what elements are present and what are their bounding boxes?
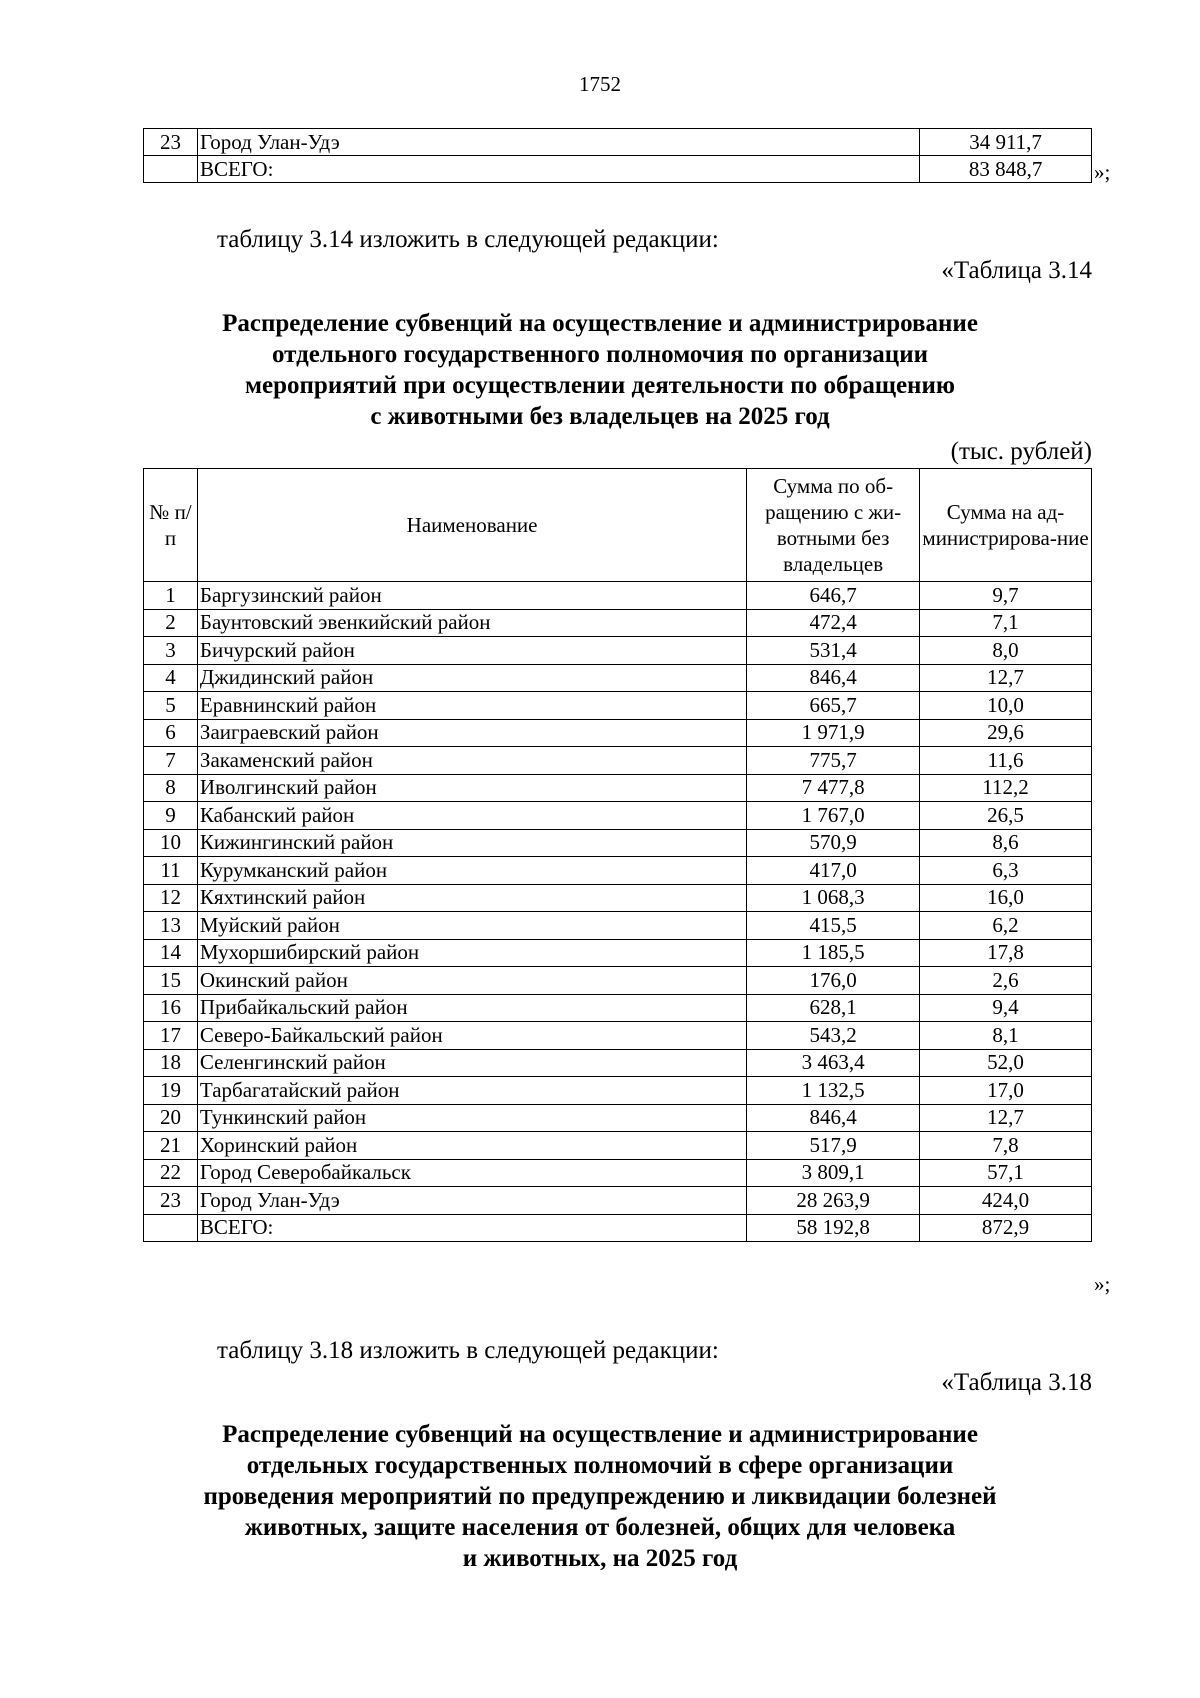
table-title: [0, 1419, 1200, 1574]
row-sum-animals: 472,4: [747, 609, 920, 637]
table-row: [144, 1104, 1092, 1132]
table-row: [144, 664, 1092, 692]
row-number: 23: [144, 1187, 198, 1215]
row-name: Тарбагатайский район: [197, 1077, 746, 1105]
row-sum-animals: 28 263,9: [747, 1187, 920, 1215]
title-line: отдельных государственных полномочий в сфере организации: [246, 1452, 954, 1479]
header-sum-animals: Сумма по об-ращению с жи-вотными без владельцев: [747, 469, 920, 582]
row-sum-animals: 846,4: [747, 664, 920, 692]
row-number: 14: [144, 939, 198, 967]
row-sum-admin: 424,0: [920, 1187, 1092, 1215]
row-number: 21: [144, 1132, 198, 1160]
row-name: Закаменский район: [197, 747, 746, 775]
table-row: [144, 609, 1092, 637]
row-name: Баргузинский район: [197, 582, 746, 610]
row-sum-animals: 646,7: [747, 582, 920, 610]
row-sum-admin: 8,0: [920, 637, 1092, 665]
row-sum-admin: 12,7: [920, 664, 1092, 692]
row-number: 10: [144, 829, 198, 857]
title-line: отдельного государственного полномочия по организации: [271, 341, 929, 368]
row-sum-animals: 775,7: [747, 747, 920, 775]
table-row: [144, 1077, 1092, 1105]
row-number: 1: [144, 582, 198, 610]
row-sum-admin: 7,8: [920, 1132, 1092, 1160]
previous-table-continuation: [143, 128, 1092, 183]
row-name: Курумканский район: [197, 857, 746, 885]
table-row: [144, 637, 1092, 665]
row-name: ВСЕГО:: [197, 1214, 746, 1242]
row-name: ВСЕГО:: [197, 156, 919, 183]
row-sum-admin: 112,2: [920, 774, 1092, 802]
row-sum-admin: 9,4: [920, 994, 1092, 1022]
title-line: и животных, на 2025 год: [462, 1545, 738, 1572]
row-sum-animals: 531,4: [747, 637, 920, 665]
row-sum-animals: 1 767,0: [747, 802, 920, 830]
table-caption: «Таблица 3.14: [941, 257, 1092, 284]
row-sum-animals: 570,9: [747, 829, 920, 857]
header-name: Наименование: [197, 469, 746, 582]
title-line: проведения мероприятий по предупреждению и ликвидации болезней: [203, 1483, 997, 1510]
row-name: Иволгинский район: [197, 774, 746, 802]
row-name: Еравнинский район: [197, 692, 746, 720]
row-name: Мухоршибирский район: [197, 939, 746, 967]
row-sum-animals: 1 971,9: [747, 719, 920, 747]
row-name: Баунтовский эвенкийский район: [197, 609, 746, 637]
row-number: 19: [144, 1077, 198, 1105]
row-name: Селенгинский район: [197, 1049, 746, 1077]
table-row: [144, 129, 1092, 156]
row-sum-admin: 17,0: [920, 1077, 1092, 1105]
row-number: 7: [144, 747, 198, 775]
table-row: [144, 994, 1092, 1022]
row-number: 2: [144, 609, 198, 637]
instruction-text: таблицу 3.14 изложить в следующей редакции:: [217, 226, 719, 253]
row-number: 13: [144, 912, 198, 940]
row-sum-animals: 543,2: [747, 1022, 920, 1050]
row-sum-admin: 2,6: [920, 967, 1092, 995]
row-sum-admin: 26,5: [920, 802, 1092, 830]
row-sum-animals: 3 463,4: [747, 1049, 920, 1077]
row-sum-animals: 628,1: [747, 994, 920, 1022]
row-number: 22: [144, 1159, 198, 1187]
row-sum-admin: 17,8: [920, 939, 1092, 967]
row-sum-admin: 9,7: [920, 582, 1092, 610]
row-number: 8: [144, 774, 198, 802]
row-number: 15: [144, 967, 198, 995]
row-number: 23: [144, 129, 198, 156]
row-sum-animals: 1 068,3: [747, 884, 920, 912]
row-name: Кяхтинский район: [197, 884, 746, 912]
row-name: Прибайкальский район: [197, 994, 746, 1022]
row-sum-admin: 16,0: [920, 884, 1092, 912]
table-row: [144, 1159, 1092, 1187]
row-name: Муйский район: [197, 912, 746, 940]
table-title: [0, 308, 1200, 432]
row-sum-animals: 415,5: [747, 912, 920, 940]
row-name: Окинский район: [197, 967, 746, 995]
row-sum-admin: 7,1: [920, 609, 1092, 637]
row-sum-animals: 1 132,5: [747, 1077, 920, 1105]
table-row-total: [144, 156, 1092, 183]
row-number: [144, 156, 198, 183]
units-label: (тыс. рублей): [950, 438, 1092, 465]
header-sum-admin: Сумма на ад-министрирова-ние: [920, 469, 1092, 582]
row-sum-admin: 57,1: [920, 1159, 1092, 1187]
row-sum-animals: 3 809,1: [747, 1159, 920, 1187]
closing-quote-mark: »;: [1094, 160, 1111, 184]
row-number: 6: [144, 719, 198, 747]
table-row: [144, 719, 1092, 747]
row-name: Хоринский район: [197, 1132, 746, 1160]
table-row: [144, 1132, 1092, 1160]
row-name: Джидинский район: [197, 664, 746, 692]
subvention-table-3-14: [143, 468, 1092, 1242]
row-sum-admin: 6,2: [920, 912, 1092, 940]
table-row: [144, 747, 1092, 775]
row-number: [144, 1214, 198, 1242]
table-row: [144, 1187, 1092, 1215]
table-row: [144, 857, 1092, 885]
title-line: мероприятий при осуществлении деятельности по обращению: [245, 372, 955, 399]
row-number: 5: [144, 692, 198, 720]
row-sum-admin: 11,6: [920, 747, 1092, 775]
row-name: Город Улан-Удэ: [197, 1187, 746, 1215]
row-number: 17: [144, 1022, 198, 1050]
row-name: Заиграевский район: [197, 719, 746, 747]
row-value: 83 848,7: [920, 156, 1092, 183]
table-row: [144, 884, 1092, 912]
row-name: Бичурский район: [197, 637, 746, 665]
closing-quote-mark: »;: [1094, 1272, 1111, 1296]
row-number: 20: [144, 1104, 198, 1132]
table-row: [144, 582, 1092, 610]
row-sum-animals: 1 185,5: [747, 939, 920, 967]
title-line: Распределение субвенций на осуществление и администрирование: [222, 310, 978, 337]
row-sum-admin: 872,9: [920, 1214, 1092, 1242]
row-sum-admin: 29,6: [920, 719, 1092, 747]
row-name: Город Северобайкальск: [197, 1159, 746, 1187]
row-sum-animals: 176,0: [747, 967, 920, 995]
header-no: № п/п: [144, 469, 198, 582]
row-name: Кижингинский район: [197, 829, 746, 857]
row-sum-animals: 417,0: [747, 857, 920, 885]
table-row: [144, 829, 1092, 857]
row-number: 11: [144, 857, 198, 885]
row-sum-animals: 58 192,8: [747, 1214, 920, 1242]
row-name: Северо-Байкальский район: [197, 1022, 746, 1050]
table-row: [144, 774, 1092, 802]
row-sum-admin: 12,7: [920, 1104, 1092, 1132]
table-row: [144, 912, 1092, 940]
title-line: животных, защите населения от болезней, общих для человека: [244, 1514, 956, 1541]
row-number: 18: [144, 1049, 198, 1077]
table-row: [144, 1049, 1092, 1077]
table-row: [144, 967, 1092, 995]
row-sum-animals: 7 477,8: [747, 774, 920, 802]
row-number: 4: [144, 664, 198, 692]
row-number: 3: [144, 637, 198, 665]
row-sum-animals: 517,9: [747, 1132, 920, 1160]
instruction-text: таблицу 3.18 изложить в следующей редакции:: [217, 1337, 719, 1364]
row-sum-animals: 665,7: [747, 692, 920, 720]
row-number: 12: [144, 884, 198, 912]
table-caption: «Таблица 3.18: [941, 1369, 1092, 1396]
title-line: с животными без владельцев на 2025 год: [370, 403, 830, 430]
row-value: 34 911,7: [920, 129, 1092, 156]
row-name: Кабанский район: [197, 802, 746, 830]
row-sum-admin: 10,0: [920, 692, 1092, 720]
table-row: [144, 1022, 1092, 1050]
row-name: Тункинский район: [197, 1104, 746, 1132]
row-sum-animals: 846,4: [747, 1104, 920, 1132]
row-sum-admin: 8,1: [920, 1022, 1092, 1050]
page-number: 1752: [579, 72, 621, 96]
table-header-row: [144, 469, 1092, 582]
row-sum-admin: 8,6: [920, 829, 1092, 857]
row-sum-admin: 52,0: [920, 1049, 1092, 1077]
table-row-total: [144, 1214, 1092, 1242]
row-sum-admin: 6,3: [920, 857, 1092, 885]
table-row: [144, 939, 1092, 967]
row-number: 9: [144, 802, 198, 830]
table-row: [144, 692, 1092, 720]
table-row: [144, 802, 1092, 830]
title-line: Распределение субвенций на осуществление и администрирование: [222, 1421, 978, 1448]
row-name: Город Улан-Удэ: [197, 129, 919, 156]
row-number: 16: [144, 994, 198, 1022]
